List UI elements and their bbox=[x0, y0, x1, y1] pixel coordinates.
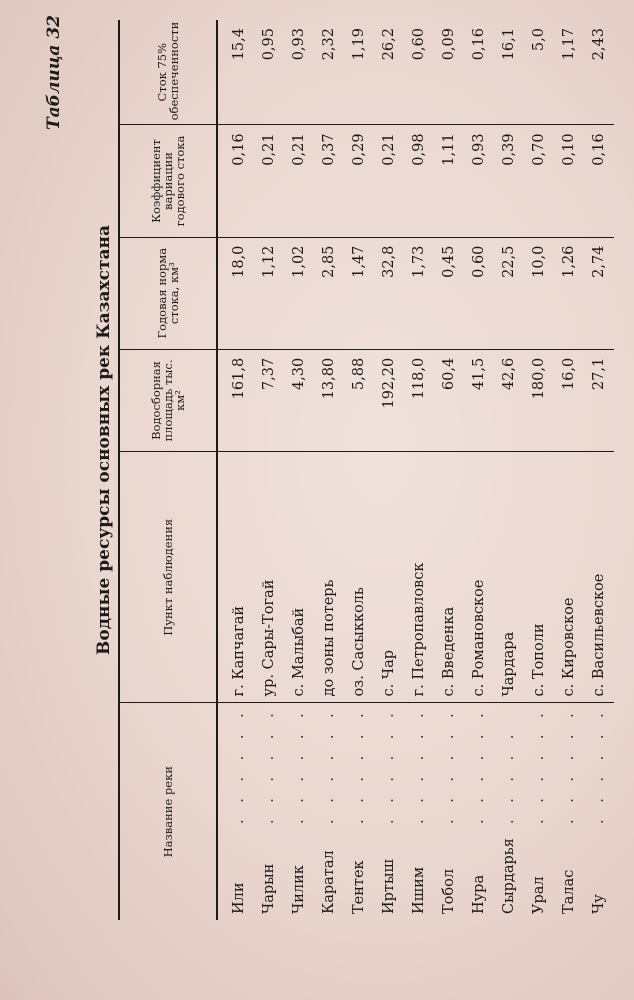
river-name: Ишим bbox=[411, 866, 427, 914]
catchment-area-cell: 60,4 bbox=[434, 349, 464, 451]
river-cell bbox=[344, 703, 374, 920]
river-cell bbox=[584, 664, 614, 920]
leader-dots: . . . . . . . bbox=[531, 686, 547, 824]
observation-point-cell: с. Чар bbox=[374, 452, 404, 703]
variation-coefficient-cell: 0,29 bbox=[344, 125, 374, 237]
variation-coefficient-cell: 0,10 bbox=[554, 125, 584, 237]
leader-dots: . . . . . . bbox=[351, 707, 367, 824]
variation-coefficient-cell: 0,16 bbox=[584, 125, 614, 237]
river-name: Тентек bbox=[351, 860, 367, 914]
table-row bbox=[464, 20, 494, 920]
catchment-area-cell: 42,6 bbox=[494, 349, 524, 451]
river-name: Каратал bbox=[321, 850, 337, 914]
flow-75-cell: 5,0 bbox=[524, 20, 554, 125]
table-row bbox=[254, 20, 284, 920]
leader-dots: . . . . . . bbox=[381, 707, 397, 824]
leader-dots: . . . . . . bbox=[291, 707, 307, 824]
river-cell bbox=[434, 703, 464, 920]
observation-point-cell: оз. Сасыкколь bbox=[344, 452, 374, 703]
river-name: Или bbox=[231, 882, 247, 914]
annual-flow-norm-cell: 0,60 bbox=[464, 237, 494, 349]
leader-dots: . . . . . . bbox=[471, 707, 487, 824]
flow-75-cell: 0,93 bbox=[284, 20, 314, 125]
river-name: Тобол bbox=[441, 868, 457, 914]
river-cell bbox=[284, 703, 314, 920]
river-name: Талас bbox=[561, 869, 577, 914]
observation-point-cell: с. Малыбай bbox=[284, 452, 314, 703]
flow-75-cell: 1,17 bbox=[554, 20, 584, 125]
leader-dots: . . . . . . bbox=[441, 707, 457, 824]
variation-coefficient-cell: 1,11 bbox=[434, 125, 464, 237]
observation-point-cell: до зоны потерь bbox=[314, 452, 344, 703]
variation-coefficient-cell: 0,93 bbox=[464, 125, 494, 237]
flow-75-cell: 26,2 bbox=[374, 20, 404, 125]
header-flow-75: Сток 75% обеспеченности bbox=[119, 20, 217, 125]
annual-flow-norm-cell: 18,0 bbox=[217, 237, 254, 349]
river-name: Чарын bbox=[261, 863, 277, 914]
river-cell bbox=[314, 703, 344, 920]
leader-dots: . . . . . . bbox=[321, 707, 337, 824]
annual-flow-norm-cell: 1,12 bbox=[254, 237, 284, 349]
variation-coefficient-cell: 0,21 bbox=[284, 125, 314, 237]
river-cell bbox=[217, 686, 254, 920]
leader-dots: . . . . . . bbox=[561, 707, 577, 824]
flow-75-cell: 2,32 bbox=[314, 20, 344, 125]
river-cell bbox=[374, 703, 404, 920]
annual-flow-norm-cell: 1,47 bbox=[344, 237, 374, 349]
flow-75-cell: 0,09 bbox=[434, 20, 464, 125]
table-row bbox=[284, 20, 314, 920]
river-name: Нура bbox=[471, 874, 487, 914]
river-name: Сырдарья bbox=[501, 838, 517, 914]
river-cell bbox=[464, 703, 494, 920]
annual-flow-norm-cell: 1,26 bbox=[554, 237, 584, 349]
header-observation-point: Пункт наблюдения bbox=[119, 452, 217, 703]
catchment-area-cell: 16,0 bbox=[554, 349, 584, 451]
catchment-area-cell: 161,8 bbox=[217, 349, 254, 451]
annual-flow-norm-cell: 2,74 bbox=[584, 237, 614, 349]
header-catchment-area: Водосборная площадь тыс. км² bbox=[119, 349, 217, 451]
flow-75-cell: 0,16 bbox=[464, 20, 494, 125]
variation-coefficient-cell: 0,21 bbox=[374, 125, 404, 237]
variation-coefficient-cell: 0,98 bbox=[404, 125, 434, 237]
catchment-area-cell: 192,20 bbox=[374, 349, 404, 451]
catchment-area-cell: 27,1 bbox=[584, 349, 614, 451]
variation-coefficient-cell: 0,21 bbox=[254, 125, 284, 237]
table-row bbox=[434, 20, 464, 920]
table-row bbox=[344, 20, 374, 920]
header-annual-flow-norm: Годовая норма стока, км³ bbox=[119, 237, 217, 349]
table-row bbox=[554, 20, 584, 920]
observation-point-cell: с. Васильевское bbox=[584, 452, 614, 703]
variation-coefficient-cell: 0,37 bbox=[314, 125, 344, 237]
table-row bbox=[584, 20, 614, 920]
leader-dots: . . . . . bbox=[501, 728, 517, 824]
river-cell bbox=[404, 703, 434, 920]
observation-point-cell: г. Петропавловск bbox=[404, 452, 434, 703]
catchment-area-cell: 13,80 bbox=[314, 349, 344, 451]
observation-point-cell: с. Введенка bbox=[434, 452, 464, 703]
header-river-name: Название реки bbox=[119, 703, 217, 920]
observation-point-cell: Чардара bbox=[494, 452, 524, 703]
leader-dots: . . . . . . . bbox=[231, 686, 247, 824]
river-cell bbox=[254, 703, 284, 920]
river-name: Иртыш bbox=[381, 859, 397, 914]
table-row bbox=[494, 20, 524, 920]
catchment-area-cell: 4,30 bbox=[284, 349, 314, 451]
catchment-area-cell: 41,5 bbox=[464, 349, 494, 451]
catchment-area-cell: 118,0 bbox=[404, 349, 434, 451]
leader-dots: . . . . . . . . bbox=[591, 664, 607, 824]
table-header-row bbox=[119, 20, 217, 920]
annual-flow-norm-cell: 32,8 bbox=[374, 237, 404, 349]
river-name: Чу bbox=[591, 894, 607, 914]
annual-flow-norm-cell: 22,5 bbox=[494, 237, 524, 349]
observation-point-cell: с. Кировское bbox=[554, 452, 584, 703]
leader-dots: . . . . . . bbox=[411, 707, 427, 824]
table-row bbox=[524, 20, 554, 920]
annual-flow-norm-cell: 1,73 bbox=[404, 237, 434, 349]
flow-75-cell: 0,60 bbox=[404, 20, 434, 125]
observation-point-cell: г. Капчагай bbox=[217, 452, 254, 703]
leader-dots: . . . . . . bbox=[261, 707, 277, 824]
flow-75-cell: 15,4 bbox=[217, 20, 254, 125]
table-title: Водные ресурсы основных рек Казахстана bbox=[94, 225, 114, 655]
river-cell bbox=[524, 686, 554, 920]
table-body bbox=[217, 20, 614, 920]
water-resources-table bbox=[118, 20, 614, 920]
observation-point-cell: ур. Сары-Тогай bbox=[254, 452, 284, 703]
observation-point-cell: с. Романовское bbox=[464, 452, 494, 703]
flow-75-cell: 0,95 bbox=[254, 20, 284, 125]
river-cell bbox=[494, 703, 524, 920]
river-name: Урал bbox=[531, 876, 547, 914]
catchment-area-cell: 5,88 bbox=[344, 349, 374, 451]
flow-75-cell: 1,19 bbox=[344, 20, 374, 125]
table-number: Таблица 32 bbox=[44, 15, 64, 130]
table-row bbox=[314, 20, 344, 920]
annual-flow-norm-cell: 1,02 bbox=[284, 237, 314, 349]
table-row bbox=[217, 20, 254, 920]
observation-point-cell: с. Тополи bbox=[524, 452, 554, 703]
variation-coefficient-cell: 0,70 bbox=[524, 125, 554, 237]
annual-flow-norm-cell: 10,0 bbox=[524, 237, 554, 349]
catchment-area-cell: 7,37 bbox=[254, 349, 284, 451]
river-cell bbox=[554, 703, 584, 920]
variation-coefficient-cell: 0,16 bbox=[217, 125, 254, 237]
catchment-area-cell: 180,0 bbox=[524, 349, 554, 451]
table-row bbox=[404, 20, 434, 920]
annual-flow-norm-cell: 2,85 bbox=[314, 237, 344, 349]
variation-coefficient-cell: 0,39 bbox=[494, 125, 524, 237]
table-row bbox=[374, 20, 404, 920]
header-variation-coefficient: Коэффициент вариации годового стока bbox=[119, 125, 217, 237]
flow-75-cell: 2,43 bbox=[584, 20, 614, 125]
flow-75-cell: 16,1 bbox=[494, 20, 524, 125]
river-name: Чилик bbox=[291, 865, 307, 914]
annual-flow-norm-cell: 0,45 bbox=[434, 237, 464, 349]
